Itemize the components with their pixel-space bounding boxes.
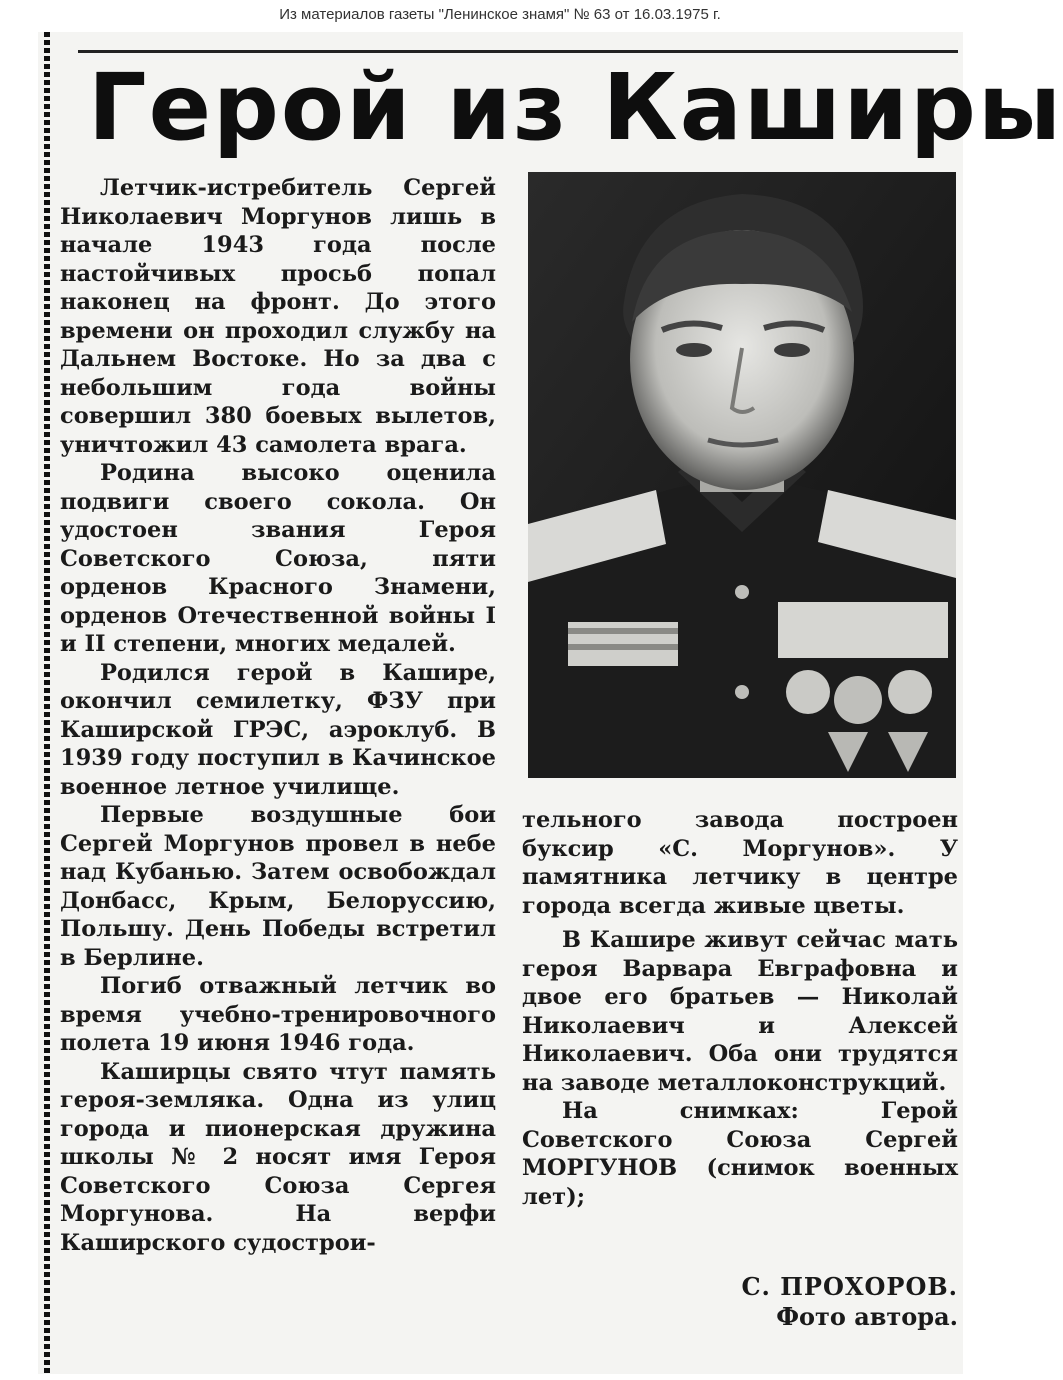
paragraph: Родина высоко оценила подвиги своего сокола. Он удостоен звания Героя Советского Союза, пяти орденов Красного Знамени, орденов Отечественной войны I и II степени, многих медалей. [60, 460, 496, 657]
paragraph: Каширцы свято чтут память героя-земляка. Одна из улиц города и пионерская дружина школы № 2 носят имя Героя Советского Союза Сергея Моргунова. На верфи Каширского судострои- [60, 1058, 496, 1256]
torn-margin [44, 32, 50, 1374]
top-rule [78, 50, 958, 53]
left-column [60, 174, 496, 1257]
author-name: С. ПРОХОРОВ. [741, 1272, 958, 1301]
headline: Герой из Каширы [88, 54, 1063, 161]
paragraph: Родился герой в Кашире, окончил семилетку, ФЗУ при Каширской ГРЭС, аэроклуб. В 1939 году поступил в Качинское военное летное училище. [60, 659, 496, 800]
paragraph-continuation: тельного завода построен буксир «С. Моргунов». У памятника летчику в центре города всегда живые цветы. [522, 807, 958, 919]
paragraph: В Кашире живут сейчас мать героя Варвара Евграфовна и двое его братьев — Николай Николаевич и Алексей Николаевич. Оба они трудятся на заводе металлоконструкций. [522, 927, 958, 1096]
source-caption: Из материалов газеты "Ленинское знамя" № 63 от 16.03.1975 г. [279, 6, 721, 23]
byline [638, 1272, 958, 1332]
paragraph: Первые воздушные бои Сергей Моргунов провел в небе над Кубанью. Затем освобождал Донбасс, Крым, Белоруссию, Польшу. День Победы встретил в Берлине. [60, 802, 496, 971]
pilot-portrait-image [528, 172, 956, 778]
paragraph: Погиб отважный летчик во время учебно-тренировочного полета 19 июня 1946 года. [60, 973, 496, 1056]
portrait-photo [528, 172, 956, 778]
photo-caption: На снимках: Герой Советского Союза Сергей МОРГУНОВ (снимок военных лет); [522, 1098, 958, 1210]
right-column [522, 806, 958, 1211]
paragraph: Летчик-истребитель Сергей Николаевич Моргунов лишь в начале 1943 года после настойчивых просьб попал наконец на фронт. До этого времени он проходил службу на Дальнем Востоке. Но за два с небольшим года войны совершил 380 боевых вылетов, уничтожил 43 самолета врага. [60, 175, 496, 458]
newspaper-clipping [38, 32, 1063, 1374]
photo-credit: Фото автора. [776, 1302, 958, 1331]
